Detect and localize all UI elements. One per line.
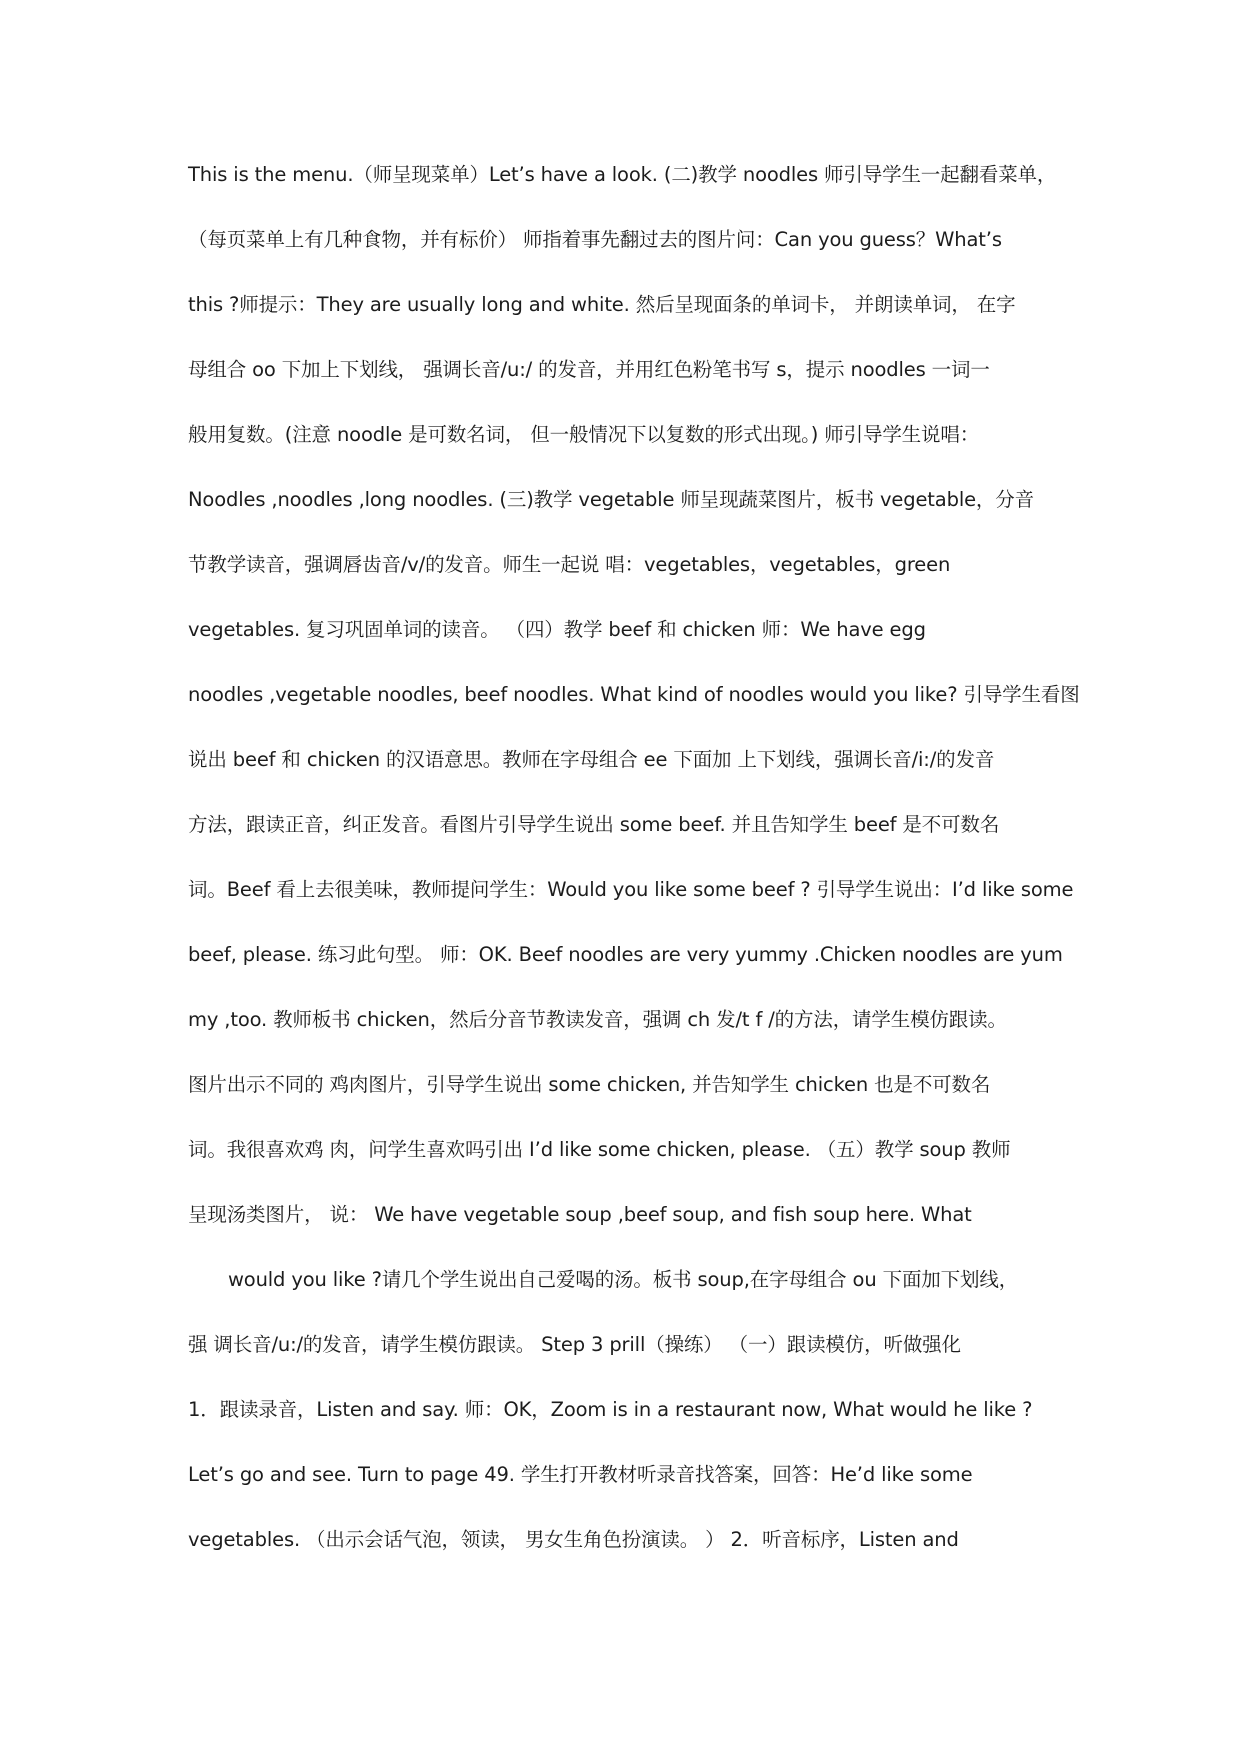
text-line: beef, please. 练习此句型。 师：OK. Beef noodles are very yummy .Chicken noodles are yum (188, 943, 1063, 966)
text-line: This is the menu.（师呈现菜单）Let’s have a look. (二)教学 noodles 师引导学生一起翻看菜单， (188, 163, 1057, 186)
text-line: Noodles ,noodles ,long noodles. (三)教学 vegetable 师呈现蔬菜图片，板书 vegetable，分音 (188, 488, 1034, 511)
text-line: 词。我很喜欢鸡 肉，问学生喜欢吗引出 I’d like some chicken, please. （五）教学 soup 教师 (188, 1138, 1011, 1161)
text-line: vegetables. （出示会话气泡，领读， 男女生角色扮演读。 ） 2．听音标序，Listen and (188, 1528, 959, 1551)
text-line: my ,too. 教师板书 chicken，然后分音节教读发音，强调 ch 发/t f /的方法，请学生模仿跟读。 (188, 1008, 1007, 1031)
text-line: 呈现汤类图片， 说： We have vegetable soup ,beef soup, and fish soup here. What (188, 1203, 972, 1226)
text-line: （每页菜单上有几种食物，并有标价） 师指着事先翻过去的图片问：Can you guess？What’s (188, 228, 1002, 251)
lesson-plan-text (188, 163, 1080, 1593)
text-line: vegetables. 复习巩固单词的读音。 （四）教学 beef 和 chicken 师：We have egg (188, 618, 926, 641)
text-line: 方法，跟读正音，纠正发音。看图片引导学生说出 some beef. 并且告知学生 beef 是不可数名 (188, 813, 1000, 836)
text-line: would you like ?请几个学生说出自己爱喝的汤。板书 soup,在字母组合 ou 下面加下划线， (228, 1268, 1019, 1291)
text-line: noodles ,vegetable noodles, beef noodles. What kind of noodles would you like? 引导学生看图 (188, 683, 1080, 706)
text-line: Let’s go and see. Turn to page 49. 学生打开教材听录音找答案，回答：He’d like some (188, 1463, 973, 1486)
text-line: 强 调长音/u:/的发音，请学生模仿跟读。 Step 3 prill（操练） （一）跟读模仿，听做强化 (188, 1333, 961, 1356)
text-line: 节教学读音，强调唇齿音/v/的发音。师生一起说 唱：vegetables，vegetables，green (188, 553, 951, 576)
text-line: 词。Beef 看上去很美味，教师提问学生：Would you like some beef ? 引导学生说出：I’d like some (188, 878, 1074, 901)
text-line: 1．跟读录音，Listen and say. 师：OK，Zoom is in a restaurant now, What would he like ? (188, 1398, 1033, 1421)
text-line: 般用复数。(注意 noodle 是可数名词， 但一般情况下以复数的形式出现。) 师引导学生说唱： (188, 423, 980, 446)
text-line: 说出 beef 和 chicken 的汉语意思。教师在字母组合 ee 下面加 上下划线，强调长音/i:/的发音 (188, 748, 995, 771)
text-line: 图片出示不同的 鸡肉图片，引导学生说出 some chicken, 并告知学生 chicken 也是不可数名 (188, 1073, 991, 1096)
text-line: 母组合 oo 下加上下划线， 强调长音/u:/ 的发音，并用红色粉笔书写 s，提示 noodles 一词一 (188, 358, 990, 381)
text-line: this ?师提示：They are usually long and white. 然后呈现面条的单词卡， 并朗读单词， 在字 (188, 293, 1016, 316)
